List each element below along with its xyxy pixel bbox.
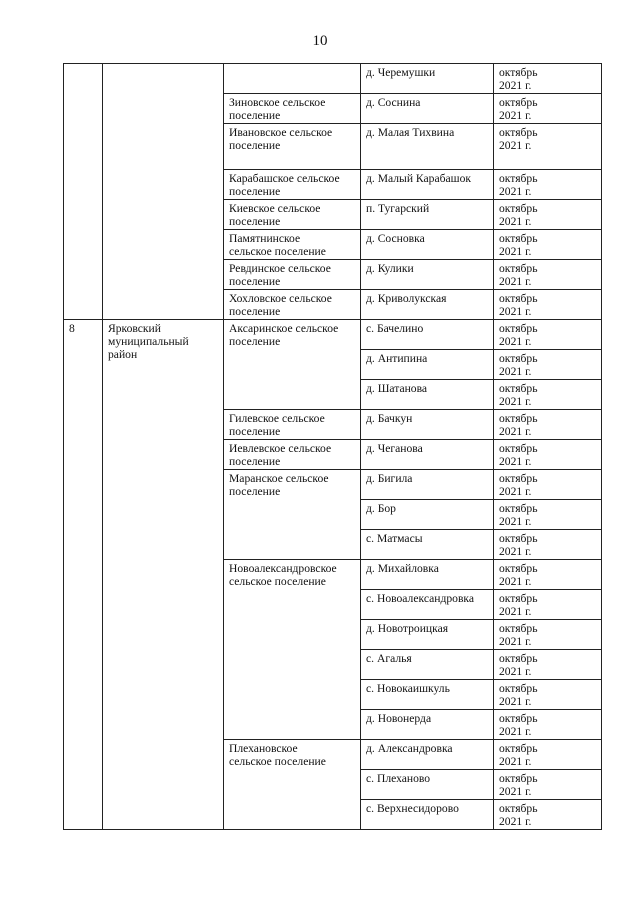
village-cell: д. Криволукская xyxy=(361,290,494,320)
village-cell: д. Новонерда xyxy=(361,710,494,740)
settlement-cell: Карабашское сельское поселение xyxy=(224,170,361,200)
settlement-cell: Ревдинское сельское поселение xyxy=(224,260,361,290)
date-cell: октябрь 2021 г. xyxy=(494,500,602,530)
date-cell: октябрь 2021 г. xyxy=(494,650,602,680)
date-cell: октябрь 2021 г. xyxy=(494,740,602,770)
village-cell: с. Новоалександровка xyxy=(361,590,494,620)
date-cell: октябрь 2021 г. xyxy=(494,230,602,260)
village-cell: д. Сосновка xyxy=(361,230,494,260)
date-cell: октябрь 2021 г. xyxy=(494,170,602,200)
village-cell: д. Бор xyxy=(361,500,494,530)
settlement-cell: Памятнинское сельское поселение xyxy=(224,230,361,260)
date-cell: октябрь 2021 г. xyxy=(494,440,602,470)
village-cell: д. Бачкун xyxy=(361,410,494,440)
date-cell: октябрь 2021 г. xyxy=(494,560,602,590)
village-cell: с. Матмасы xyxy=(361,530,494,560)
village-cell: д. Малый Карабашок xyxy=(361,170,494,200)
date-cell: октябрь 2021 г. xyxy=(494,260,602,290)
village-cell: с. Верхнесидорово xyxy=(361,800,494,830)
village-cell: д. Александровка xyxy=(361,740,494,770)
settlement-cell: Маранское сельское поселение xyxy=(224,470,361,560)
table-row xyxy=(64,64,602,94)
date-cell: октябрь 2021 г. xyxy=(494,124,602,170)
date-cell: октябрь 2021 г. xyxy=(494,410,602,440)
settlements-table xyxy=(63,63,602,830)
date-cell: октябрь 2021 г. xyxy=(494,470,602,500)
village-cell: п. Тугарский xyxy=(361,200,494,230)
district-cell xyxy=(103,64,224,320)
village-cell: с. Плеханово xyxy=(361,770,494,800)
settlement-cell: Аксаринское сельское поселение xyxy=(224,320,361,410)
settlement-cell: Гилевское сельское поселение xyxy=(224,410,361,440)
settlement-cell: Плехановское сельское поселение xyxy=(224,740,361,830)
settlement-cell: Иевлевское сельское поселение xyxy=(224,440,361,470)
village-cell: д. Новотроицкая xyxy=(361,620,494,650)
village-cell: д. Кулики xyxy=(361,260,494,290)
date-cell: октябрь 2021 г. xyxy=(494,94,602,124)
district-cell: Ярковский муниципальный район xyxy=(103,320,224,830)
date-cell: октябрь 2021 г. xyxy=(494,200,602,230)
row-number-cell: 8 xyxy=(64,320,103,830)
village-cell: д. Антипина xyxy=(361,350,494,380)
page-number: 10 xyxy=(312,33,328,49)
village-cell: д. Соснина xyxy=(361,94,494,124)
village-cell: с. Агалья xyxy=(361,650,494,680)
date-cell: октябрь 2021 г. xyxy=(494,680,602,710)
date-cell: октябрь 2021 г. xyxy=(494,380,602,410)
date-cell: октябрь 2021 г. xyxy=(494,590,602,620)
date-cell: октябрь 2021 г. xyxy=(494,530,602,560)
village-cell: д. Бигила xyxy=(361,470,494,500)
date-cell: октябрь 2021 г. xyxy=(494,320,602,350)
date-cell: октябрь 2021 г. xyxy=(494,770,602,800)
village-cell: д. Малая Тихвина xyxy=(361,124,494,170)
settlement-cell: Киевское сельское поселение xyxy=(224,200,361,230)
date-cell: октябрь 2021 г. xyxy=(494,64,602,94)
table-row xyxy=(64,320,602,350)
date-cell: октябрь 2021 г. xyxy=(494,350,602,380)
village-cell: д. Чеганова xyxy=(361,440,494,470)
row-number-cell xyxy=(64,64,103,320)
date-cell: октябрь 2021 г. xyxy=(494,290,602,320)
village-cell: д. Черемушки xyxy=(361,64,494,94)
date-cell: октябрь 2021 г. xyxy=(494,800,602,830)
village-cell: с. Новокаишкуль xyxy=(361,680,494,710)
village-cell: д. Михайловка xyxy=(361,560,494,590)
date-cell: октябрь 2021 г. xyxy=(494,710,602,740)
settlement-cell: Ивановское сельское поселение xyxy=(224,124,361,170)
settlement-cell xyxy=(224,64,361,94)
settlement-cell: Новоалександровское сельское поселение xyxy=(224,560,361,740)
settlement-cell: Зиновское сельское поселение xyxy=(224,94,361,124)
settlement-cell: Хохловское сельское поселение xyxy=(224,290,361,320)
village-cell: д. Шатанова xyxy=(361,380,494,410)
village-cell: с. Бачелино xyxy=(361,320,494,350)
date-cell: октябрь 2021 г. xyxy=(494,620,602,650)
